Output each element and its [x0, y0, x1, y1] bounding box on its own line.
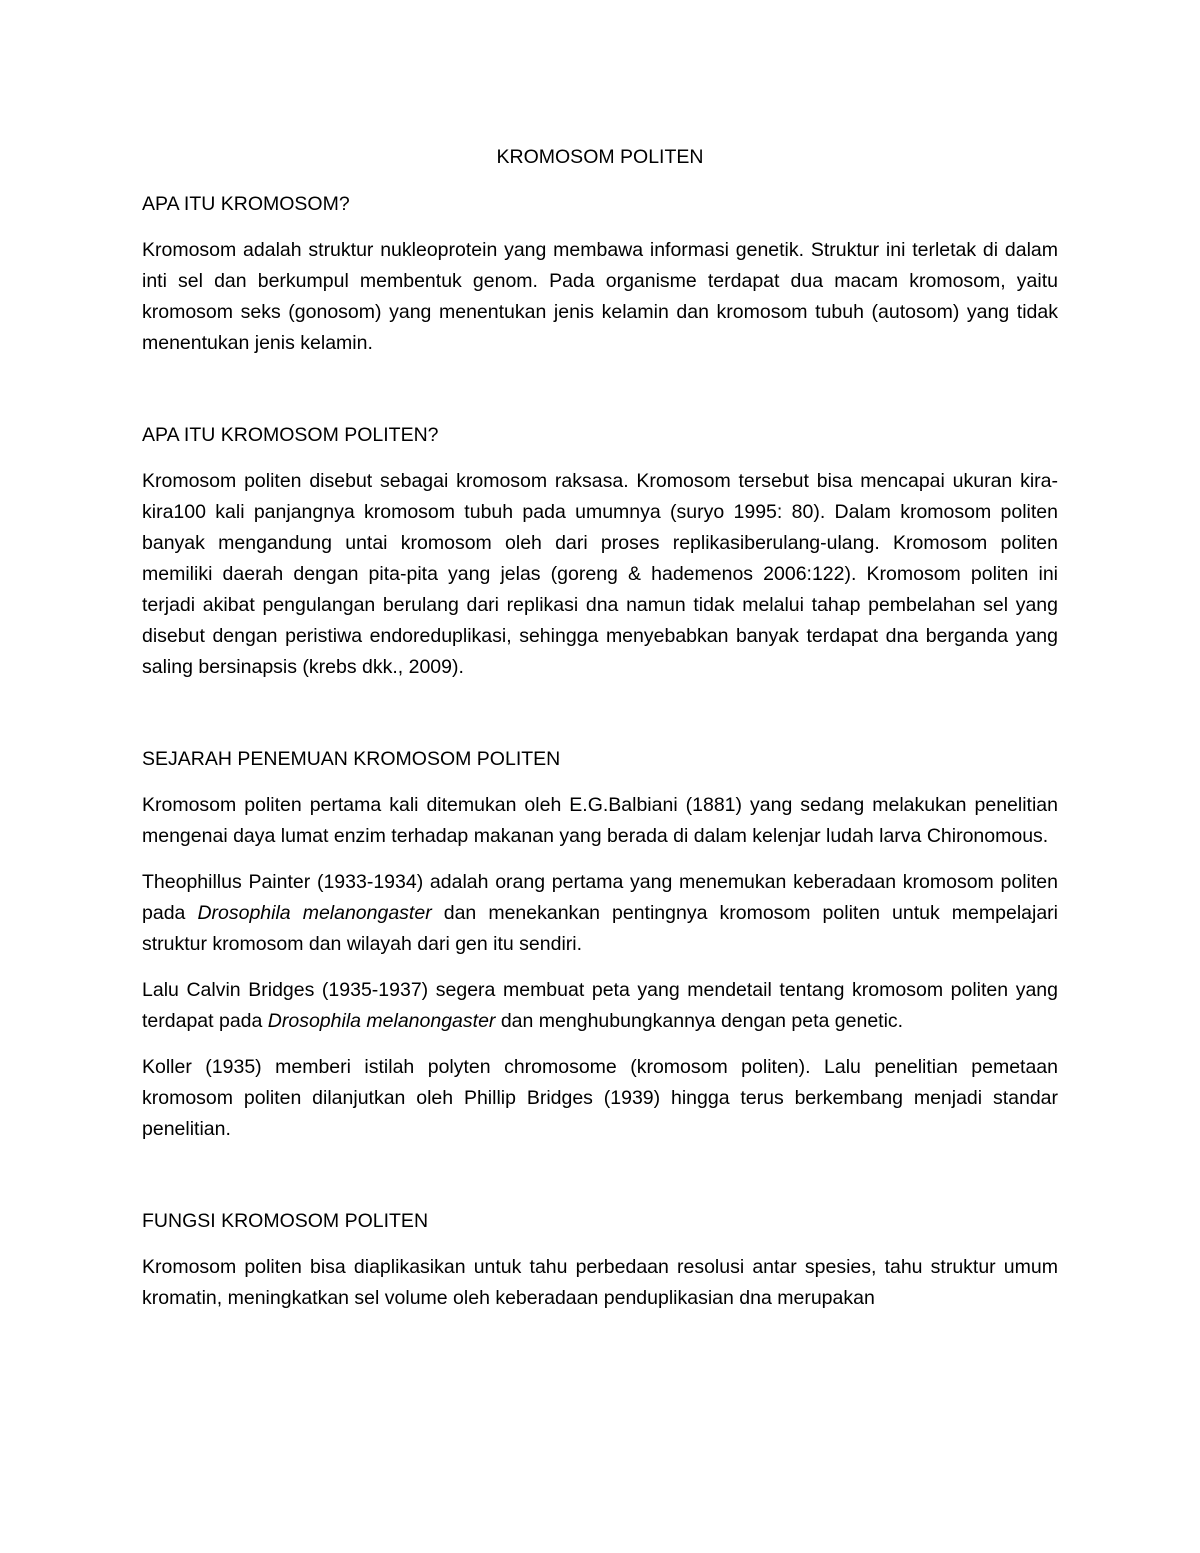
document-body	[142, 142, 1058, 1329]
spacer	[142, 1160, 1058, 1206]
spacer	[142, 698, 1058, 744]
paragraph-text: dan menghubungkannya dengan peta genetic.	[495, 1010, 904, 1032]
section-heading-sejarah: SEJARAH PENEMUAN KROMOSOM POLITEN	[142, 748, 561, 770]
paragraph-definisi-kromosom-politen: Kromosom politen disebut sebagai kromosom raksasa. Kromosom tersebut bisa mencapai ukuran kira-kira100 kali panjangnya kromosom tubuh pada umumnya (suryo 1995: 80). Dalam kromosom politen banyak mengandung untai kromosom oleh dari proses replikasiberulang-ulang. Kromosom politen memiliki daerah dengan pita-pita yang jelas (goreng & hademenos 2006:122). Kromosom politen ini terjadi akibat pengulangan berulang dari replikasi dna namun tidak melalui tahap pembelahan sel yang disebut dengan peristiwa endoreduplikasi, sehingga menyebabkan banyak terdapat dna berganda yang saling bersinapsis (krebs dkk., 2009).	[142, 470, 1058, 678]
paragraph-definisi-kromosom: Kromosom adalah struktur nukleoprotein yang membawa informasi genetik. Struktur ini terletak di dalam inti sel dan berkumpul membentuk genom. Pada organisme terdapat dua macam kromosom, yaitu kromosom seks (gonosom) yang menentukan jenis kelamin dan kromosom tubuh (autosom) yang tidak menentukan jenis kelamin.	[142, 239, 1058, 354]
paragraph-sejarah-koller: Koller (1935) memberi istilah polyten chromosome (kromosom politen). Lalu penelitian pemetaan kromosom politen dilanjutkan oleh Phillip Bridges (1939) hingga terus berkembang menjadi standar penelitian.	[142, 1056, 1058, 1140]
species-name-italic: Drosophila melanongaster	[267, 1010, 496, 1032]
paragraph-fungsi: Kromosom politen bisa diaplikasikan untuk tahu perbedaan resolusi antar spesies, tahu struktur umum kromatin, meningkatkan sel volume oleh keberadaan penduplikasian dna merupakan	[142, 1256, 1058, 1309]
section-heading-apa-itu-kromosom-politen: APA ITU KROMOSOM POLITEN?	[142, 424, 439, 446]
species-name-italic: Drosophila melanongaster	[197, 902, 432, 924]
document-title: KROMOSOM POLITEN	[496, 146, 704, 168]
paragraph-sejarah-painter	[142, 867, 1058, 960]
paragraph-text: dan menekankan pentingnya kromosom politen untuk mempelajari struktur kromosom dan wilayah dari gen itu sendiri.	[142, 902, 1058, 955]
section-heading-fungsi: FUNGSI KROMOSOM POLITEN	[142, 1210, 429, 1232]
paragraph-text: Lalu Calvin Bridges (1935-1937) segera membuat peta yang mendetail tentang kromosom politen yang terdapat pada	[142, 979, 1058, 1032]
paragraph-sejarah-balbiani: Kromosom politen pertama kali ditemukan oleh E.G.Balbiani (1881) yang sedang melakukan penelitian mengenai daya lumat enzim terhadap makanan yang berada di dalam kelenjar ludah larva Chironomous.	[142, 794, 1058, 847]
paragraph-text: Theophillus Painter (1933-1934) adalah orang pertama yang menemukan keberadaan kromosom politen pada	[142, 871, 1058, 924]
paragraph-sejarah-bridges	[142, 975, 1058, 1037]
spacer	[142, 374, 1058, 420]
section-heading-apa-itu-kromosom: APA ITU KROMOSOM?	[142, 193, 350, 215]
